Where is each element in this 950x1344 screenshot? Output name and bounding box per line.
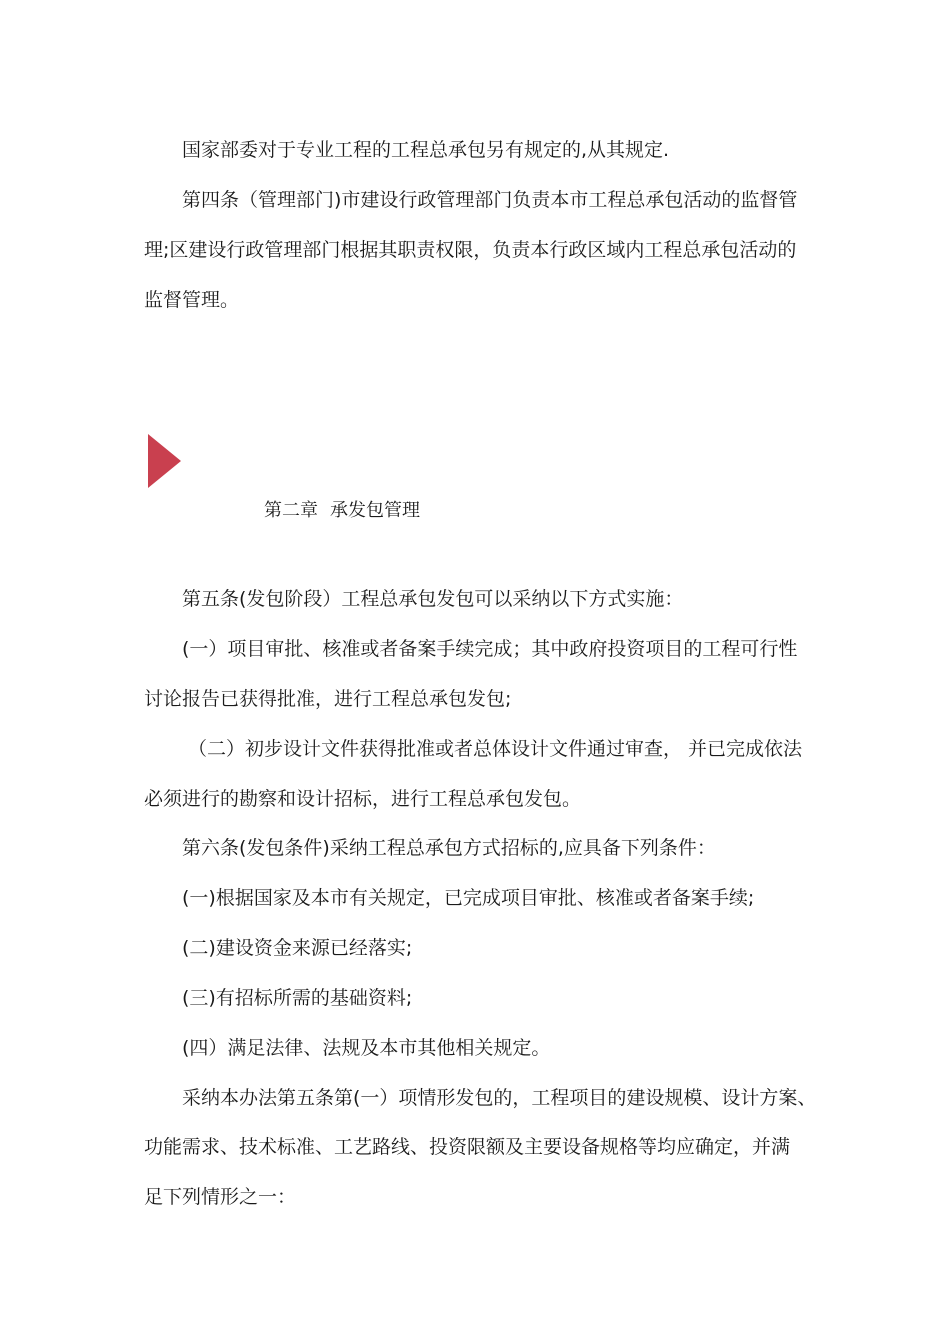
paragraph-line: （二）初步设计文件获得批准或者总体设计文件通过审查， 并已完成依法 [188,738,803,760]
paragraph-line: (三)有招标所需的基础资料; [182,987,413,1009]
paragraph-line: (一)根据国家及本市有关规定，已完成项目审批、核准或者备案手续; [182,887,755,909]
paragraph-line: 第六条(发包条件)采纳工程总承包方式招标的,应具备下列条件： [182,837,716,859]
chapter-title: 承发包管理 [330,500,420,521]
paragraph-line: 讨论报告已获得批准，进行工程总承包发包; [144,688,512,710]
paragraph-line: 监督管理。 [144,289,240,311]
paragraph-line: (二)建设资金来源已经落实; [182,937,413,959]
paragraph-line: 足下列情形之一： [144,1186,297,1208]
section-marker-triangle-icon [148,434,181,488]
paragraph-line: 功能需求、技术标准、工艺路线、投资限额及主要设备规格等均应确定，并满 [144,1136,791,1158]
paragraph-line: 采纳本办法第五条第(一）项情形发包的，工程项目的建设规模、设计方案、 [182,1087,817,1109]
chapter-number: 第二章 [264,500,318,521]
paragraph-line: 第五条(发包阶段）工程总承包发包可以采纳以下方式实施： [182,588,684,610]
paragraph-line: 第四条（管理部门)市建设行政管理部门负责本市工程总承包活动的监督管 [182,189,798,211]
paragraph-line: (一）项目审批、核准或者备案手续完成；其中政府投资项目的工程可行性 [182,638,798,660]
paragraph-line: 必须进行的勘察和设计招标，进行工程总承包发包。 [144,788,582,810]
paragraph-line: (四）满足法律、法规及本市其他相关规定。 [182,1037,551,1059]
paragraph-line: 国家部委对于专业工程的工程总承包另有规定的,从其规定. [182,139,670,161]
paragraph-line: 理;区建设行政管理部门根据其职责权限，负责本行政区域内工程总承包活动的 [144,239,797,261]
chapter-heading [264,497,420,525]
